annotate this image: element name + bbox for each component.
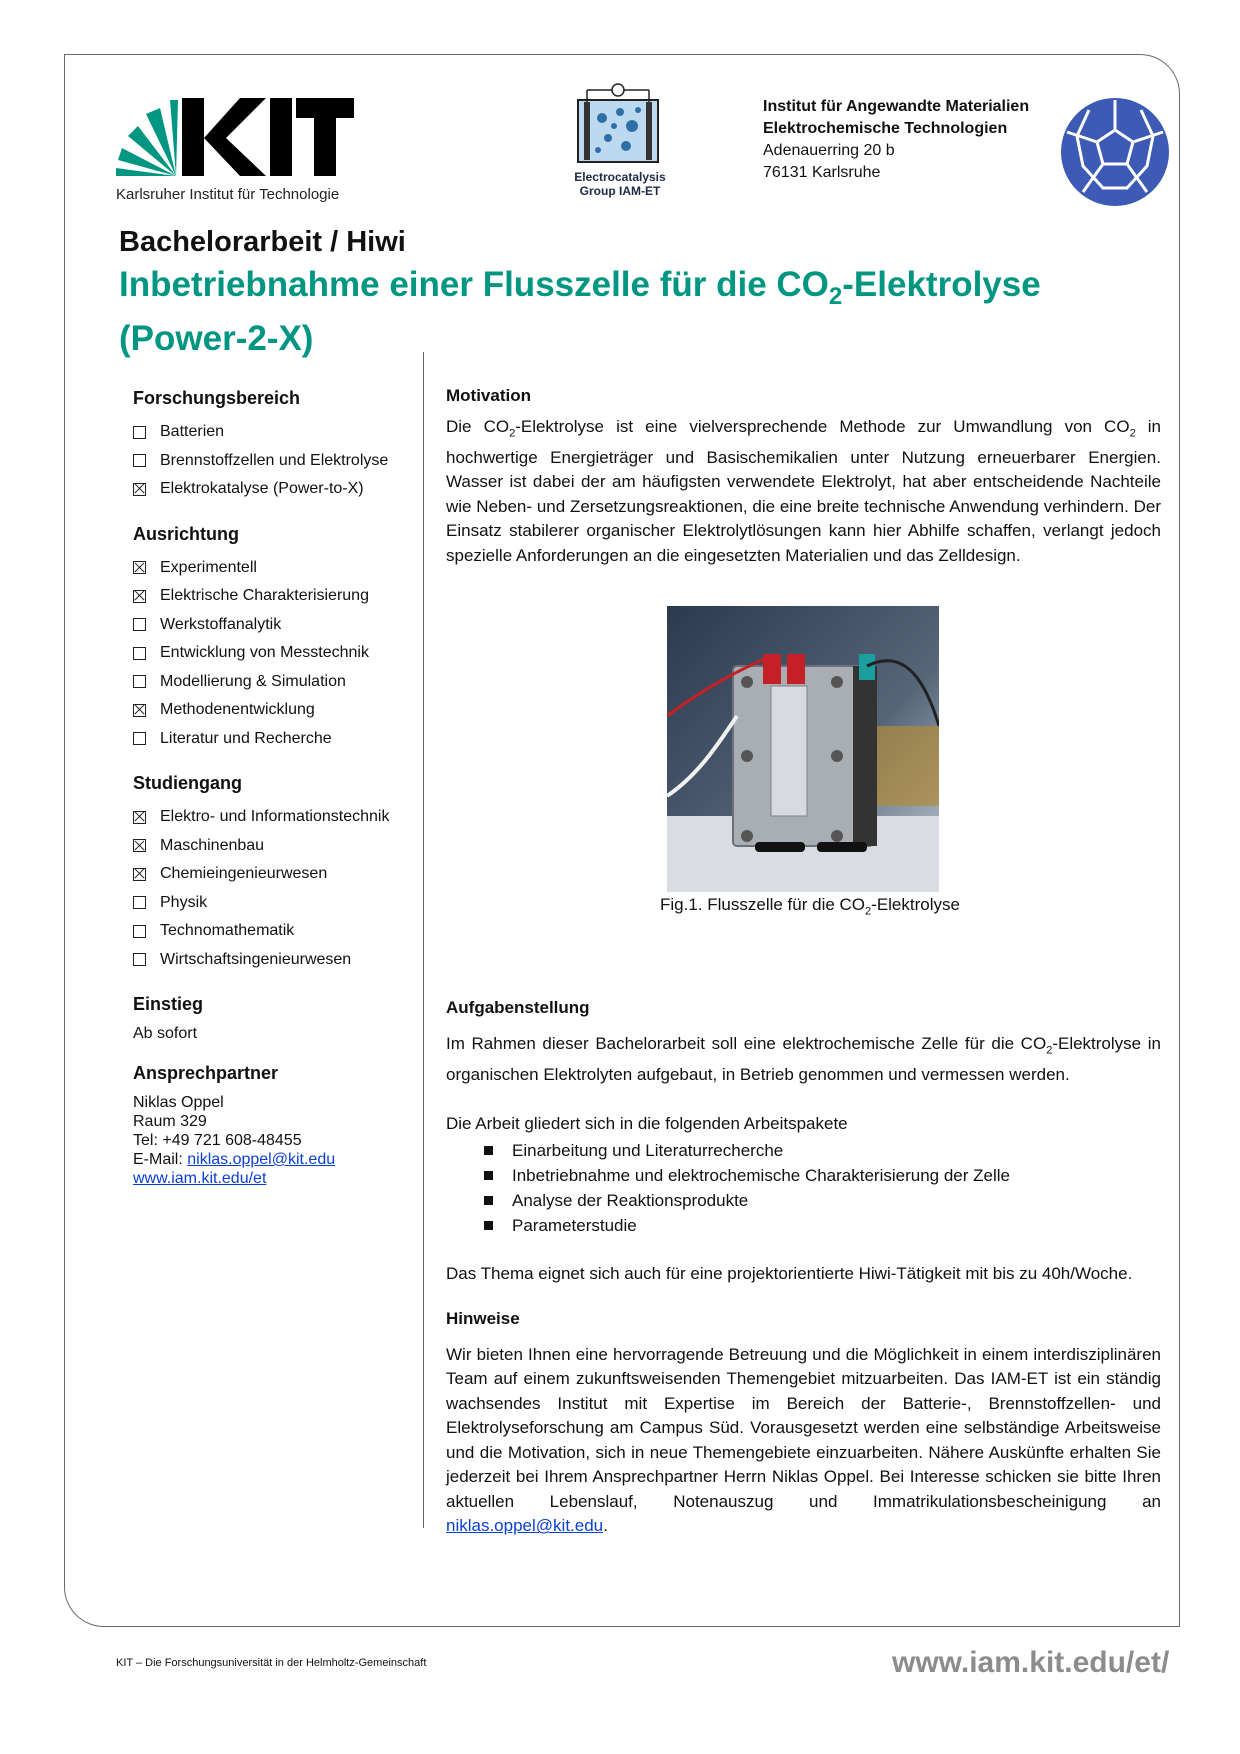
checkbox-row (133, 668, 423, 697)
email-label: E-Mail: (133, 1151, 188, 1168)
checkbox-row (133, 554, 423, 583)
checkbox-row (133, 946, 423, 975)
checkbox-label: Experimentell (160, 558, 257, 576)
motivation-text (446, 415, 1161, 568)
address-line-4: 76131 Karlsruhe (763, 164, 881, 181)
list-item: Parameterstudie (484, 1213, 1161, 1238)
electrocatalysis-logo-text (560, 170, 680, 198)
checkbox-row (133, 639, 423, 668)
checkbox-row (133, 832, 423, 861)
checkbox-label: Elektrokatalyse (Power-to-X) (160, 480, 364, 498)
checked-box-icon[interactable] (133, 704, 146, 717)
checkbox-row (133, 725, 423, 754)
checkbox-row (133, 611, 423, 640)
thesis-title (119, 264, 1119, 360)
notes-title: Hinweise (446, 1308, 520, 1328)
subscript: 2 (865, 905, 872, 918)
hiwi-text: Das Thema eignet sich auch für eine projektorientierte Hiwi-Tätigkeit mit bis zu 40h/Woche. (446, 1264, 1133, 1284)
checkbox-label: Entwicklung von Messtechnik (160, 644, 369, 662)
section-forschungsbereich (133, 388, 423, 504)
checkbox-label: Physik (160, 893, 208, 911)
checkbox-label: Werkstoffanalytik (160, 615, 282, 633)
subscript: 2 (1129, 427, 1136, 440)
task-text (446, 1032, 1161, 1087)
text-part: . (603, 1516, 608, 1536)
empty-box-icon[interactable] (133, 953, 146, 966)
list-item: Einarbeitung und Literaturrecherche (484, 1138, 1161, 1163)
address-line-2: Elektrochemische Technologien (763, 120, 1008, 137)
checked-box-icon[interactable] (133, 590, 146, 603)
checkbox-label: Brennstoffzellen und Elektrolyse (160, 451, 389, 469)
institute-seal-icon (1059, 96, 1171, 208)
section-title: Ansprechpartner (133, 1063, 279, 1083)
empty-box-icon[interactable] (133, 647, 146, 660)
empty-box-icon[interactable] (133, 925, 146, 938)
text-part: Die CO (446, 417, 510, 436)
subscript: 2 (509, 427, 516, 440)
work-packages-list (484, 1138, 1161, 1238)
checkbox-label: Chemieingenieurwesen (160, 865, 328, 883)
contact-phone: Tel: +49 721 608-48455 (133, 1132, 302, 1149)
caption-part: -Elektrolyse (871, 895, 960, 914)
checkbox-row (133, 582, 423, 611)
checkbox-row (133, 475, 423, 504)
checkbox-label: Batterien (160, 423, 225, 441)
empty-box-icon[interactable] (133, 896, 146, 909)
checked-box-icon[interactable] (133, 839, 146, 852)
checkbox-label: Maschinenbau (160, 836, 265, 854)
checkbox-row (133, 889, 423, 918)
checkbox-row (133, 447, 423, 476)
contact-room: Raum 329 (133, 1113, 207, 1130)
task-title: Aufgabenstellung (446, 998, 590, 1018)
checkbox-label: Modellierung & Simulation (160, 672, 346, 690)
empty-box-icon[interactable] (133, 675, 146, 688)
text-part: in hochwertige Energieträger und Basischemikalien unter Nutzung erneuerbarer Energien. Wasser ist dabei der am häufigsten verwendete Elektrolyt, hat aber entscheidende Nachteile wie Neben- und Zersetzungsreaktionen, die eine breite technische Anwendung verhindern. Der Einsatz stabilerer organischer Elektrolytlösungen kann hier Abhilfe schaffen, verlangt jedoch spezielle Anforderungen an die eingesetzten Materialien und das Zelldesign. (446, 417, 1161, 565)
text-part: -Elektrolyse ist eine vielversprechende Methode zur Umwandlung von CO (515, 417, 1130, 436)
checked-box-icon[interactable] (133, 483, 146, 496)
section-title: Einstieg (133, 994, 204, 1014)
checkbox-label: Elektrische Charakterisierung (160, 587, 369, 605)
empty-box-icon[interactable] (133, 426, 146, 439)
empty-box-icon[interactable] (133, 732, 146, 745)
checkbox-label: Technomathematik (160, 922, 295, 940)
address-line-3: Adenauerring 20 b (763, 142, 895, 159)
text-part: -Elektrolyse in organischen Elektrolyten aufgebaut, in Betrieb genommen und vermessen werden. (446, 1034, 1161, 1085)
text-part: Wir bieten Ihnen eine hervorragende Betreuung und die Möglichkeit in einem interdisziplinären Team auf einem zukunftsweisenden Themengebiet mitzuarbeiten. Das IAM-ET ist ein ständig wachsendes Institut mit Expertise im Bereich der Batterie-, Brennstoffzellen- und Elektrolyseforschung am Campus Süd. Vorausgesetzt werden eine selbständige Arbeitsweise und die Motivation, sich in neue Themengebiete einzuarbeiten. Nähere Auskünfte erhalten Sie jederzeit bei Ihrem Ansprechpartner Herrn Niklas Oppel. Bei Interesse schicken sie bitte Ihren aktuellen Lebenslauf, Notenauszug und Immatrikulationsbescheinigung an (446, 1344, 1161, 1511)
logo-line-1: Electrocatalysis (574, 170, 666, 184)
section-title: Forschungsbereich (133, 388, 301, 408)
address-line-1: Institut für Angewandte Materialien (763, 98, 1030, 115)
flow-cell-photo (667, 606, 939, 892)
section-title: Studiengang (133, 773, 242, 793)
footer-url[interactable]: www.iam.kit.edu/et/ (892, 1646, 1170, 1679)
checkbox-label: Elektro- und Informationstechnik (160, 808, 390, 826)
checkbox-label: Methodenentwicklung (160, 701, 315, 719)
start-date: Ab sofort (133, 1025, 198, 1042)
main-content (446, 386, 1161, 1539)
checkbox-row (133, 860, 423, 889)
figure-caption (560, 895, 1060, 917)
checkbox-label: Literatur und Recherche (160, 729, 332, 747)
column-divider (423, 352, 424, 1528)
footer-tagline: KIT – Die Forschungsuniversität in der Helmholtz-Gemeinschaft (116, 1657, 427, 1669)
contact-email-row (133, 1150, 423, 1169)
kit-subtitle: Karlsruher Institut für Technologie (116, 186, 340, 203)
institute-address (763, 96, 1029, 184)
title-part-b: -Elektrolyse (Power-2-X) (119, 265, 1041, 358)
title-part-a: Inbetriebnahme einer Flusszelle für die CO (119, 265, 829, 304)
checkbox-row (133, 696, 423, 725)
thesis-type-heading: Bachelorarbeit / Hiwi (119, 226, 406, 258)
section-einstieg (133, 994, 423, 1043)
checkbox-row (133, 803, 423, 832)
empty-box-icon[interactable] (133, 618, 146, 631)
text-part: Im Rahmen dieser Bachelorarbeit soll eine elektrochemische Zelle für die CO (446, 1034, 1047, 1054)
notes-text (446, 1343, 1161, 1539)
checked-box-icon[interactable] (133, 868, 146, 881)
checked-box-icon[interactable] (133, 811, 146, 824)
caption-part: Fig.1. Flusszelle für die CO (660, 895, 866, 914)
contact-name: Niklas Oppel (133, 1094, 224, 1111)
title-subscript: 2 (828, 283, 843, 310)
contact-web-row (133, 1169, 423, 1188)
contact-web-link[interactable]: www.iam.kit.edu/et (133, 1170, 267, 1187)
list-item: Inbetriebnahme und elektrochemische Charakterisierung der Zelle (484, 1163, 1161, 1188)
work-packages-intro: Die Arbeit gliedert sich in die folgenden Arbeitspakete (446, 1113, 848, 1133)
section-contact (133, 1063, 423, 1188)
motivation-title: Motivation (446, 386, 531, 405)
checked-box-icon[interactable] (133, 561, 146, 574)
logo-line-2: Group IAM-ET (579, 184, 661, 198)
checkbox-row (133, 418, 423, 447)
section-ausrichtung (133, 524, 423, 754)
checkbox-row (133, 917, 423, 946)
subscript: 2 (1046, 1044, 1053, 1057)
empty-box-icon[interactable] (133, 454, 146, 467)
sidebar (133, 388, 423, 1208)
contact-email-link[interactable]: niklas.oppel@kit.edu (187, 1151, 336, 1168)
section-title: Ausrichtung (133, 523, 239, 544)
section-studiengang (133, 773, 423, 974)
checkbox-label: Wirtschaftsingenieurwesen (160, 950, 352, 968)
list-item: Analyse der Reaktionsprodukte (484, 1188, 1161, 1213)
notes-email-link[interactable]: niklas.oppel@kit.edu (446, 1516, 604, 1536)
